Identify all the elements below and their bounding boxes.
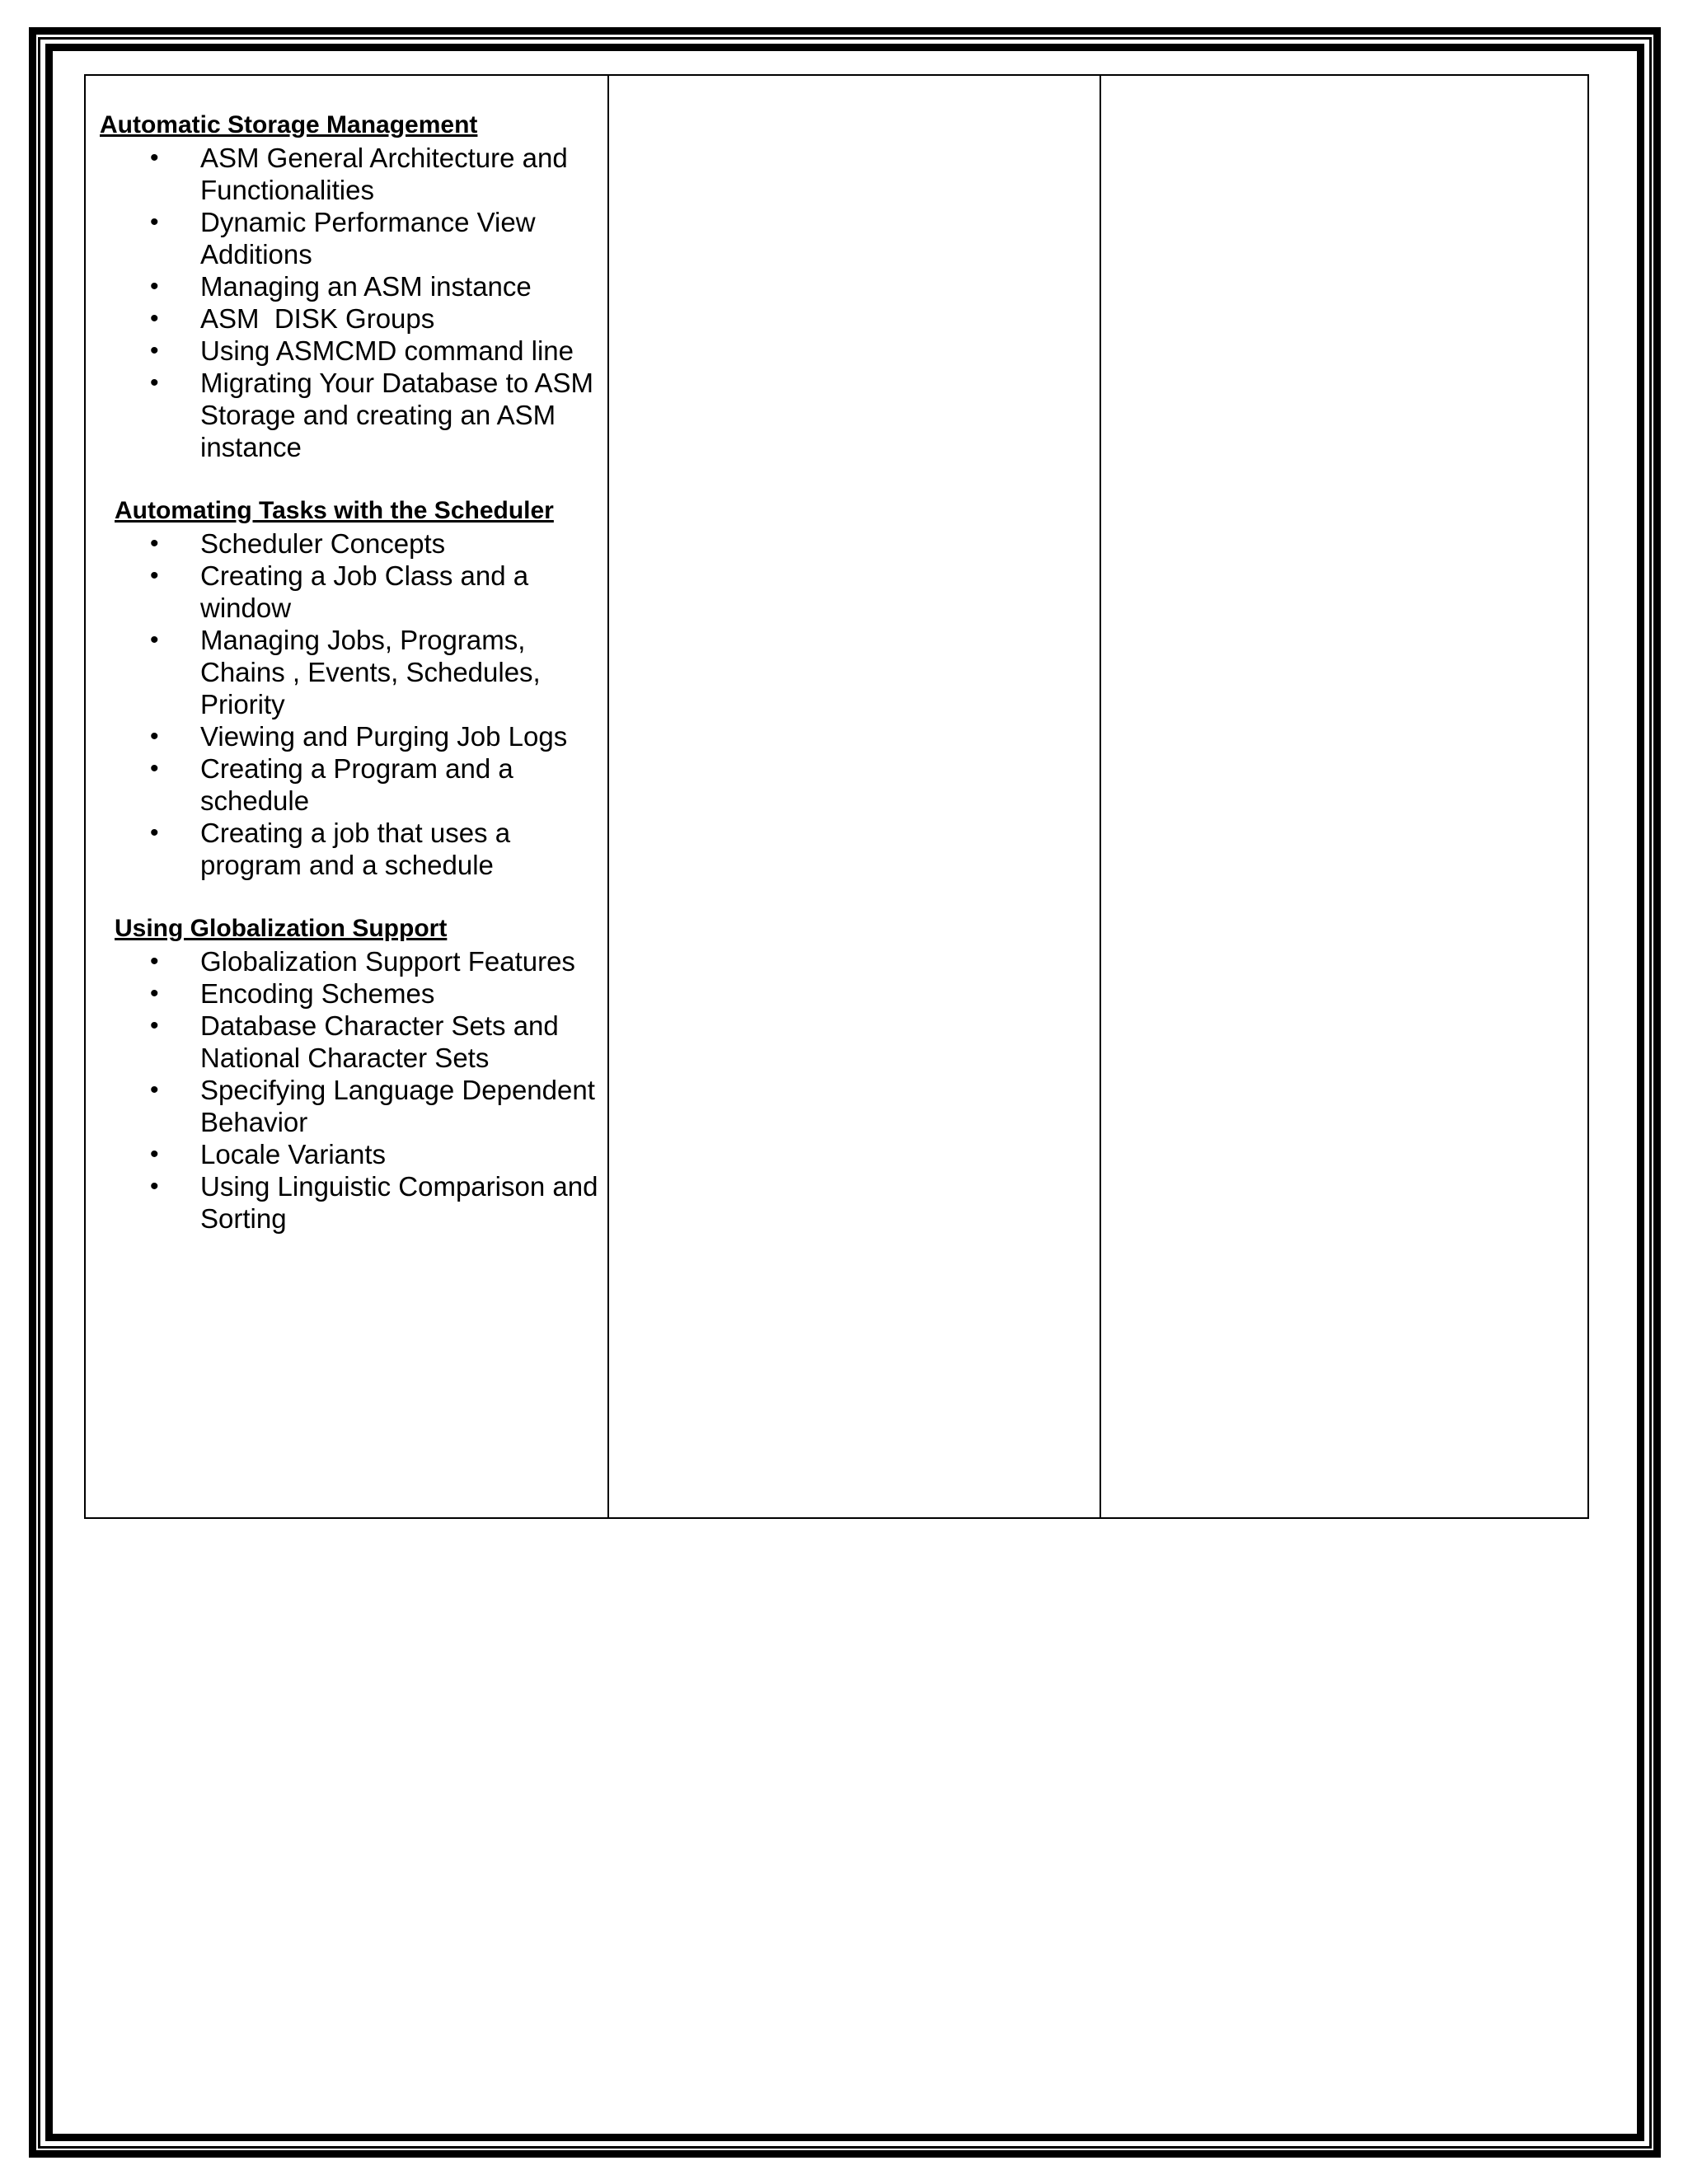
bullet-icon: • xyxy=(150,723,159,750)
bullet-icon: • xyxy=(150,1141,159,1168)
list-item xyxy=(86,817,607,881)
list-item xyxy=(86,367,607,463)
empty-cell-3 xyxy=(1100,75,1588,1518)
topic-text: Creating a job that uses a program and a schedule xyxy=(200,818,511,880)
bullet-icon: • xyxy=(150,1012,159,1039)
list-item xyxy=(86,945,607,977)
topic-text: ASM DISK Groups xyxy=(200,303,435,334)
bullet-icon: • xyxy=(150,1076,159,1104)
syllabus-table xyxy=(84,74,1589,1519)
section-asm xyxy=(86,109,607,463)
list-item xyxy=(86,720,607,752)
list-item xyxy=(86,335,607,367)
list-item xyxy=(86,977,607,1010)
bullet-icon: • xyxy=(150,530,159,557)
topic-text: Database Character Sets and National Character Sets xyxy=(200,1010,559,1073)
topic-text: Scheduler Concepts xyxy=(200,528,446,559)
list-item xyxy=(86,624,607,720)
topic-text: Using ASMCMD command line xyxy=(200,335,574,366)
topics-cell xyxy=(85,75,608,1518)
topic-text: Managing Jobs, Programs, Chains , Events, Schedules, Priority xyxy=(200,625,541,719)
section-globalization xyxy=(86,912,607,1235)
list-item xyxy=(86,527,607,560)
topic-text: Using Linguistic Comparison and Sorting xyxy=(200,1171,598,1234)
list-item xyxy=(86,1170,607,1235)
section-heading: Automating Tasks with the Scheduler xyxy=(115,497,554,524)
bullet-icon: • xyxy=(150,305,159,332)
table-row xyxy=(85,75,1588,1518)
topic-text: Globalization Support Features xyxy=(200,946,575,977)
bullet-icon: • xyxy=(150,819,159,846)
topic-text: Dynamic Performance View Additions xyxy=(200,207,536,269)
list-item xyxy=(86,206,607,270)
list-item xyxy=(86,752,607,817)
list-item xyxy=(86,302,607,335)
list-item xyxy=(86,1138,607,1170)
section-scheduler xyxy=(86,494,607,881)
bullet-icon: • xyxy=(150,209,159,236)
section-heading: Using Globalization Support xyxy=(115,915,448,942)
bullet-icon: • xyxy=(150,980,159,1007)
bullet-icon: • xyxy=(150,273,159,300)
topic-text: ASM General Architecture and Functionalities xyxy=(200,143,568,205)
topic-list xyxy=(86,527,607,881)
bullet-icon: • xyxy=(150,369,159,396)
topic-text: Creating a Program and a schedule xyxy=(200,753,513,816)
topic-text: Encoding Schemes xyxy=(200,978,435,1009)
topic-list xyxy=(86,142,607,463)
list-item xyxy=(86,142,607,206)
topic-list xyxy=(86,945,607,1235)
bullet-icon: • xyxy=(150,337,159,364)
topics-content xyxy=(86,76,607,1235)
empty-cell-2 xyxy=(608,75,1100,1518)
topic-text: Creating a Job Class and a window xyxy=(200,560,529,623)
list-item xyxy=(86,560,607,624)
bullet-icon: • xyxy=(150,755,159,782)
topic-text: Managing an ASM instance xyxy=(200,271,532,302)
bullet-icon: • xyxy=(150,948,159,975)
topic-text: Locale Variants xyxy=(200,1139,387,1169)
list-item xyxy=(86,1010,607,1074)
topic-text: Viewing and Purging Job Logs xyxy=(200,721,568,752)
bullet-icon: • xyxy=(150,144,159,171)
topic-text: Migrating Your Database to ASM Storage and creating an ASM instance xyxy=(200,368,593,462)
bullet-icon: • xyxy=(150,1173,159,1200)
bullet-icon: • xyxy=(150,626,159,654)
topic-text: Specifying Language Dependent Behavior xyxy=(200,1075,595,1137)
section-heading: Automatic Storage Management xyxy=(100,111,478,138)
list-item xyxy=(86,1074,607,1138)
list-item xyxy=(86,270,607,302)
bullet-icon: • xyxy=(150,562,159,589)
